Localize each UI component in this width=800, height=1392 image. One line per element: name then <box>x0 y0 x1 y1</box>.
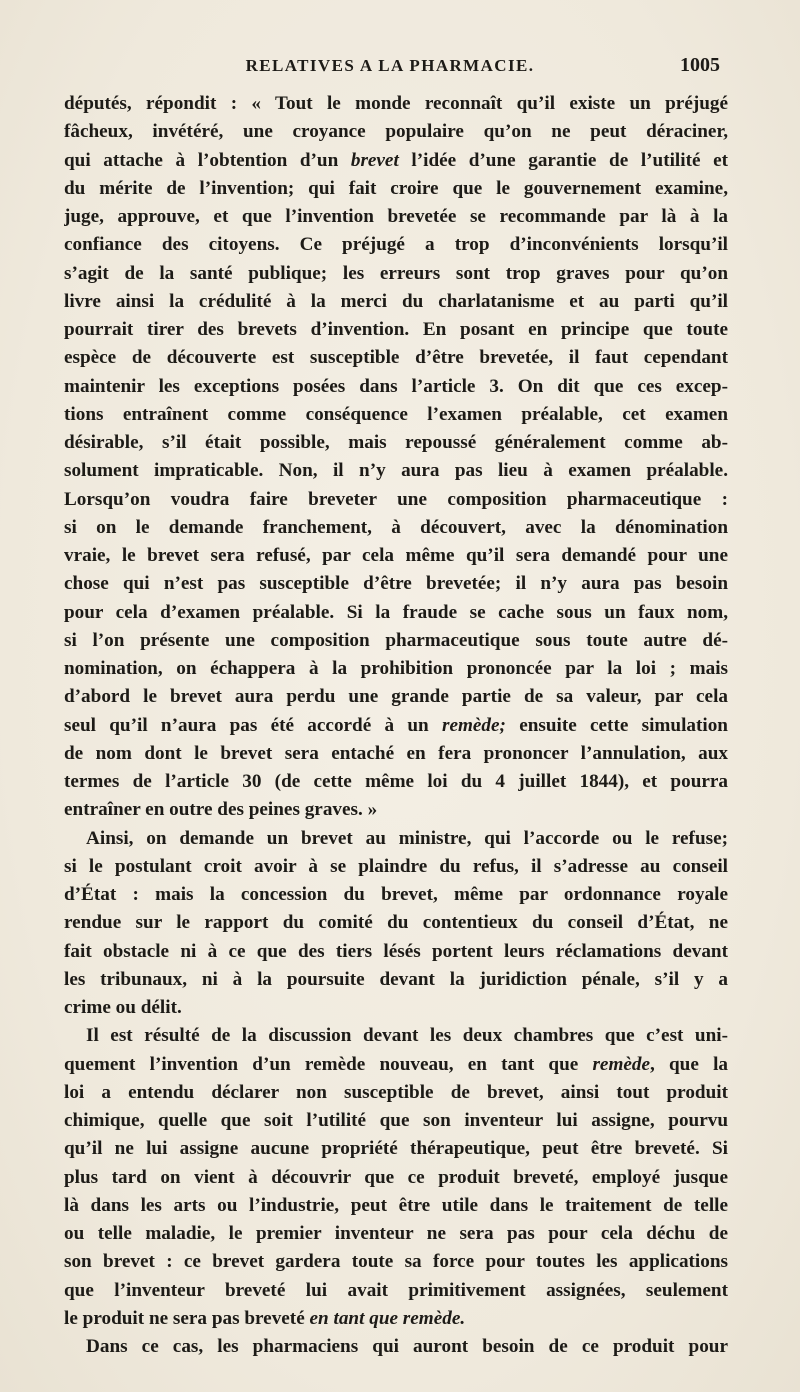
text-line <box>64 1220 728 1248</box>
text-segment: solument impraticable. Non, il n’y aura pas lieu à examen préalable. <box>64 460 728 482</box>
text-segment: députés, répondit : « Tout le monde reconnaît qu’il existe un préjugé <box>64 93 728 114</box>
text-line <box>64 90 728 118</box>
text-segment: que l’inventeur breveté lui avait primitivement assignées, seulement <box>64 1279 728 1301</box>
text-line <box>64 147 728 175</box>
text-segment: Il est résulté de la discussion devant les deux chambres que c’est uni- <box>86 1025 728 1047</box>
text-line <box>64 373 728 401</box>
text-line <box>64 712 728 740</box>
text-segment: livre ainsi la crédulité à la merci du charlatanisme et au parti qu’il <box>64 290 728 312</box>
text-line <box>64 175 728 203</box>
text-segment: juge, approuve, et que l’invention brevetée se recommande par là à la <box>64 206 728 227</box>
text-line <box>64 1135 728 1163</box>
italic-text: remède; <box>441 714 506 736</box>
text-segment: , que la <box>650 1053 728 1075</box>
text-segment: chose qui n’est pas susceptible d’être brevetée; il n’y aura pas besoin <box>64 573 728 595</box>
text-segment: seul qu’il n’aura pas été accordé à un <box>64 714 442 736</box>
text-segment: Dans ce cas, les pharmaciens qui auront besoin de ce produit pour <box>86 1336 728 1357</box>
text-line <box>64 1051 728 1079</box>
text-line <box>64 486 728 514</box>
text-segment: ou telle maladie, le premier inventeur ne sera pas pour cela déchu de <box>64 1223 728 1244</box>
text-line <box>64 655 728 683</box>
text-line <box>64 1248 728 1276</box>
text-line <box>64 429 728 457</box>
text-line <box>64 1164 728 1192</box>
text-line <box>64 796 728 824</box>
text-segment: quement l’invention d’un remède nouveau, en tant que <box>64 1053 593 1075</box>
text-segment: vraie, le brevet sera refusé, par cela même qu’il sera demandé pour une <box>64 545 728 566</box>
text-line <box>64 683 728 711</box>
text-segment: d’abord le brevet aura perdu une grande partie de sa valeur, par cela <box>64 686 728 708</box>
running-title: RELATIVES A LA PHARMACIE. <box>245 56 535 75</box>
text-line <box>64 881 728 909</box>
text-segment: rendue sur le rapport du comité du contentieux du conseil d’État, ne <box>64 912 728 934</box>
text-segment: pourrait tirer des brevets d’invention. En posant en principe que toute <box>64 319 728 340</box>
running-header <box>60 56 720 80</box>
text-segment: de nom dont le brevet sera entaché en fera prononcer l’annulation, aux <box>64 742 728 764</box>
text-line <box>64 909 728 937</box>
text-line <box>64 853 728 881</box>
text-segment: crime ou délit. <box>64 997 182 1018</box>
text-segment: nomination, on échappera à la prohibition prononcée par la loi ; mais <box>64 658 728 679</box>
text-segment: fâcheux, invétéré, une croyance populaire qu’on ne peut déraciner, <box>64 121 728 143</box>
text-line <box>64 570 728 598</box>
text-segment: désirable, s’il était possible, mais repoussé généralement comme ab- <box>64 432 728 453</box>
text-line <box>64 938 728 966</box>
text-segment: entraîner en outre des peines graves. » <box>64 799 378 821</box>
text-line <box>64 542 728 570</box>
text-line <box>64 768 728 796</box>
text-line <box>64 514 728 542</box>
text-line <box>64 1022 728 1050</box>
text-line <box>64 316 728 344</box>
text-line <box>64 231 728 259</box>
text-line <box>64 203 728 231</box>
text-line <box>64 1107 728 1135</box>
text-segment: les tribunaux, ni à la poursuite devant la juridiction pénale, s’il y a <box>64 968 728 990</box>
text-segment: termes de l’article 30 (de cette même loi du 4 juillet 1844), et pourra <box>64 771 728 792</box>
text-line <box>64 457 728 485</box>
text-segment: du mérite de l’invention; qui fait croire que le gouvernement examine, <box>64 177 728 199</box>
text-segment: son brevet : ce brevet gardera toute sa force pour toutes les applications <box>64 1251 728 1273</box>
text-segment: Ainsi, on demande un brevet au ministre, qui l’accorde ou le refuse; <box>86 827 728 849</box>
text-segment: espèce de découverte est susceptible d’être brevetée, il faut cependant <box>64 347 728 369</box>
text-line <box>64 740 728 768</box>
text-segment: qui attache à l’obtention d’un <box>64 149 351 171</box>
text-segment: confiance des citoyens. Ce préjugé a trop d’inconvénients lorsqu’il <box>64 234 728 256</box>
text-line <box>64 401 728 429</box>
text-line <box>64 260 728 288</box>
text-segment: le produit ne sera pas breveté <box>64 1307 310 1329</box>
text-line <box>64 288 728 316</box>
italic-text: en tant que remède. <box>309 1307 466 1329</box>
italic-text: brevet <box>350 149 399 171</box>
text-line <box>64 1192 728 1220</box>
text-segment: Lorsqu’on voudra faire breveter une composition pharmaceutique : <box>64 488 728 510</box>
text-segment: d’État : mais la concession du brevet, même par ordonnance royale <box>64 884 728 905</box>
text-segment: tions entraînent comme conséquence l’examen préalable, cet examen <box>64 403 728 425</box>
text-segment: pour cela d’examen préalable. Si la fraude se cache sous un faux nom, <box>64 601 728 623</box>
text-segment: plus tard on vient à découvrir que ce produit breveté, employé jusque <box>64 1166 728 1188</box>
text-line <box>64 1305 728 1333</box>
text-line <box>64 118 728 146</box>
text-segment: l’idée d’une garantie de l’utilité et <box>398 149 728 171</box>
text-segment: si on le demande franchement, à découvert, avec la dénomination <box>64 516 728 538</box>
text-segment: fait obstacle ni à ce que des tiers lésés portent leurs réclamations devant <box>64 940 728 962</box>
text-line <box>64 825 728 853</box>
text-line <box>64 344 728 372</box>
text-line <box>64 1277 728 1305</box>
text-line <box>64 994 728 1022</box>
text-line <box>64 966 728 994</box>
text-line <box>64 599 728 627</box>
text-segment: qu’il ne lui assigne aucune propriété thérapeutique, peut être breveté. Si <box>64 1138 728 1160</box>
italic-text: remède <box>592 1053 651 1075</box>
text-segment: maintenir les exceptions posées dans l’article 3. On dit que ces excep- <box>64 375 728 397</box>
text-segment: chimique, quelle que soit l’utilité que son inventeur lui assigne, pourvu <box>64 1110 728 1131</box>
text-line <box>64 1333 728 1361</box>
text-segment: loi a entendu déclarer non susceptible de brevet, ainsi tout produit <box>64 1081 728 1103</box>
body-text <box>64 90 728 1361</box>
page-number: 1005 <box>680 54 720 76</box>
text-segment: si l’on présente une composition pharmaceutique sous toute autre dé- <box>64 629 728 651</box>
text-segment: s’agit de la santé publique; les erreurs sont trop graves pour qu’on <box>64 262 728 284</box>
text-line <box>64 627 728 655</box>
text-segment: si le postulant croit avoir à se plaindre du refus, il s’adresse au conseil <box>64 855 728 877</box>
text-segment: ensuite cette simulation <box>505 714 728 736</box>
text-segment: là dans les arts ou l’industrie, peut être utile dans le traitement de telle <box>64 1194 728 1216</box>
text-line <box>64 1079 728 1107</box>
